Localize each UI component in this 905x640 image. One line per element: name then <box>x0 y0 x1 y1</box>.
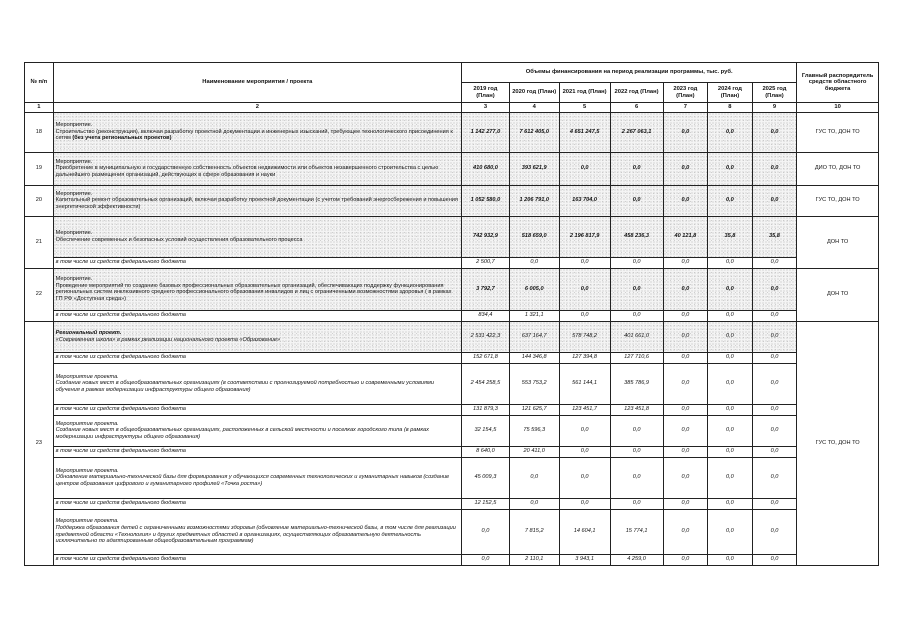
year-header: 2020 год (План) <box>509 83 559 103</box>
value-cell: 7 612 405,0 <box>509 112 559 152</box>
row-title: Мероприятие проекта. <box>55 467 119 474</box>
value-cell: 3 943,1 <box>559 554 610 565</box>
row-number: 21 <box>25 216 54 268</box>
value-cell: 1 052 580,0 <box>462 185 510 216</box>
row-description <box>53 112 461 152</box>
value-cell: 0,0 <box>663 257 708 268</box>
row-description <box>53 185 461 216</box>
value-cell: 0,0 <box>708 112 753 152</box>
value-cell: 0,0 <box>752 310 797 321</box>
year-header: 2025 год (План) <box>752 83 797 103</box>
value-cell: 40 121,8 <box>663 216 708 257</box>
value-cell: 0,0 <box>752 404 797 415</box>
row-title: Мероприятие. <box>55 230 93 236</box>
value-cell: 0,0 <box>752 554 797 565</box>
value-cell: 0,0 <box>663 509 708 554</box>
value-cell: 0,0 <box>610 257 663 268</box>
column-index: 6 <box>610 103 663 113</box>
table-row-23-sub4 <box>25 509 879 554</box>
row-title: Мероприятие проекта. <box>55 420 119 427</box>
value-cell: 0,0 <box>708 352 753 363</box>
row-title: Мероприятие. <box>55 275 93 282</box>
table-row-23-sub3 <box>25 457 879 498</box>
value-cell: 0,0 <box>752 185 797 216</box>
table-row-23-sub1 <box>25 363 879 404</box>
column-index: 1 <box>25 103 54 113</box>
value-cell: 637 164,7 <box>509 321 559 352</box>
column-index: 9 <box>752 103 797 113</box>
value-cell: 0,0 <box>708 310 753 321</box>
value-cell: 20 411,0 <box>509 446 559 457</box>
column-index: 4 <box>509 103 559 113</box>
column-index: 8 <box>708 103 753 113</box>
value-cell: 0,0 <box>559 257 610 268</box>
value-cell: 1 321,1 <box>509 310 559 321</box>
row-text: Создание новых мест в общеобразовательных организациях, расположенных в сельской местности и поселках городского типа (в рамках модернизации инфраструктуры общего образования) <box>55 427 429 440</box>
value-cell: 0,0 <box>752 363 797 404</box>
value-cell: 0,0 <box>708 257 753 268</box>
federal-label: в том числе из средств федерального бюджета <box>53 352 461 363</box>
value-cell: 0,0 <box>509 498 559 509</box>
value-cell: 458 236,3 <box>610 216 663 257</box>
value-cell: 0,0 <box>708 509 753 554</box>
value-cell: 0,0 <box>663 185 708 216</box>
value-cell: 0,0 <box>708 457 753 498</box>
value-cell: 0,0 <box>663 268 708 310</box>
table-row-23-sub1-federal <box>25 404 879 415</box>
col-name-header: Наименование мероприятия / проекта <box>53 63 461 103</box>
value-cell: 35,8 <box>752 216 797 257</box>
value-cell: 0,0 <box>752 152 797 185</box>
value-cell: 0,0 <box>610 152 663 185</box>
row-text: Поддержка образования детей с ограниченными возможностями здоровья (обновление материально-технической базы, в том числе для реализации предметной области «Технология» и других предметных областей в организациях, осуществляющих образовательную деятельность исключительно по адаптированным общеобразовательным программам) <box>55 525 456 545</box>
value-cell: 0,0 <box>610 310 663 321</box>
row-text: Проведение мероприятий по созданию базовых профессиональных образовательных организаций, обеспечивающих поддержку функционирования региональных систем инклюзивного среднего профессионального образования инвалидов и лиц с ограниченными возможностями здоровья ( в рамках ГП РФ «Доступная среда») <box>55 282 452 302</box>
distributor-header: Главный распорядитель средств областного бюджета <box>797 63 879 103</box>
row-description <box>53 415 461 446</box>
value-cell: 152 671,8 <box>462 352 510 363</box>
table-row-22-federal <box>25 310 879 321</box>
value-cell: 2 267 063,1 <box>610 112 663 152</box>
federal-label: в том числе из средств федерального бюджета <box>53 404 461 415</box>
row-number: 18 <box>25 112 54 152</box>
value-cell: 3 792,7 <box>462 268 510 310</box>
distributor-cell: ДИО ТО, ДОН ТО <box>797 152 879 185</box>
year-header: 2021 год (План) <box>559 83 610 103</box>
value-cell: 131 879,3 <box>462 404 510 415</box>
value-cell: 0,0 <box>752 321 797 352</box>
row-number: 19 <box>25 152 54 185</box>
value-cell: 75 596,3 <box>509 415 559 446</box>
row-description <box>53 363 461 404</box>
value-cell: 8 640,0 <box>462 446 510 457</box>
value-cell: 14 604,1 <box>559 509 610 554</box>
row-title: Мероприятие. <box>55 122 93 129</box>
value-cell: 0,0 <box>752 509 797 554</box>
value-cell: 518 659,0 <box>509 216 559 257</box>
value-cell: 0,0 <box>462 509 510 554</box>
value-cell: 578 748,2 <box>559 321 610 352</box>
table-row-23-project <box>25 321 879 352</box>
value-cell: 0,0 <box>708 185 753 216</box>
column-index: 7 <box>663 103 708 113</box>
federal-label: в том числе из средств федерального бюджета <box>53 446 461 457</box>
row-title: Мероприятие. <box>55 158 93 165</box>
value-cell: 0,0 <box>663 152 708 185</box>
row-bold-note: (без учета региональных проектов) <box>72 135 172 142</box>
value-cell: 0,0 <box>708 554 753 565</box>
table-row-21 <box>25 216 879 257</box>
row-description <box>53 268 461 310</box>
row-text: Создание новых мест в общеобразовательных организациях (в соответствии с прогнозируемой потребностью и современными условиями обучения в рамках модернизации инфраструктуры общего образования) <box>55 380 434 393</box>
value-cell: 2 110,1 <box>509 554 559 565</box>
table-row-22 <box>25 268 879 310</box>
federal-label: в том числе из средств федерального бюджета <box>53 310 461 321</box>
row-title: Региональный проект. <box>55 330 122 336</box>
value-cell: 0,0 <box>663 415 708 446</box>
value-cell: 2 500,7 <box>462 257 510 268</box>
value-cell: 121 625,7 <box>509 404 559 415</box>
row-description <box>53 457 461 498</box>
financing-table <box>24 62 879 566</box>
table-row-18 <box>25 112 879 152</box>
value-cell: 7 815,2 <box>509 509 559 554</box>
row-description <box>53 152 461 185</box>
row-description <box>53 321 461 352</box>
value-cell: 123 451,7 <box>559 404 610 415</box>
value-cell: 0,0 <box>610 268 663 310</box>
year-header: 2019 год (План) <box>462 83 510 103</box>
value-cell: 0,0 <box>663 310 708 321</box>
financing-table-sheet <box>24 62 879 566</box>
value-cell: 0,0 <box>663 321 708 352</box>
row-number: 22 <box>25 268 54 321</box>
value-cell: 0,0 <box>663 554 708 565</box>
row-title: Мероприятие проекта. <box>55 373 119 380</box>
value-cell: 0,0 <box>708 321 753 352</box>
value-cell: 0,0 <box>752 415 797 446</box>
value-cell: 553 753,2 <box>509 363 559 404</box>
value-cell: 834,4 <box>462 310 510 321</box>
row-number: 20 <box>25 185 54 216</box>
value-cell: 0,0 <box>610 498 663 509</box>
value-cell: 0,0 <box>752 457 797 498</box>
value-cell: 0,0 <box>663 498 708 509</box>
value-cell: 0,0 <box>663 446 708 457</box>
value-cell: 0,0 <box>509 257 559 268</box>
value-cell: 0,0 <box>752 257 797 268</box>
row-text: Обеспечение современных и безопасных условий осуществления образовательного процесса <box>55 236 303 243</box>
column-index: 3 <box>462 103 510 113</box>
year-header: 2024 год (План) <box>708 83 753 103</box>
distributor-cell: ДОН ТО <box>797 268 879 321</box>
value-cell: 0,0 <box>708 498 753 509</box>
value-cell: 123 451,8 <box>610 404 663 415</box>
value-cell: 1 142 277,0 <box>462 112 510 152</box>
value-cell: 0,0 <box>559 310 610 321</box>
value-cell: 0,0 <box>610 457 663 498</box>
value-cell: 385 786,9 <box>610 363 663 404</box>
table-row-23-sub2 <box>25 415 879 446</box>
year-header: 2023 год (План) <box>663 83 708 103</box>
value-cell: 12 152,5 <box>462 498 510 509</box>
value-cell: 0,0 <box>559 498 610 509</box>
value-cell: 0,0 <box>559 152 610 185</box>
value-cell: 742 932,9 <box>462 216 510 257</box>
row-number: 23 <box>25 321 54 565</box>
distributor-cell: ГУС ТО, ДОН ТО <box>797 112 879 152</box>
table-row-23-sub4-federal <box>25 554 879 565</box>
value-cell: 144 346,8 <box>509 352 559 363</box>
value-cell: 393 621,9 <box>509 152 559 185</box>
value-cell: 561 144,1 <box>559 363 610 404</box>
value-cell: 0,0 <box>559 446 610 457</box>
header-row-top <box>25 63 879 83</box>
table-row-20 <box>25 185 879 216</box>
table-row-21-federal <box>25 257 879 268</box>
value-cell: 401 661,0 <box>610 321 663 352</box>
value-cell: 4 651 247,5 <box>559 112 610 152</box>
value-cell: 45 009,3 <box>462 457 510 498</box>
row-text: Капитальный ремонт образовательных организаций, включая разработку проектной документации (с учетом требований энергосбережения и повышения энергетической эффективности) <box>55 197 458 210</box>
federal-label: в том числе из средств федерального бюджета <box>53 554 461 565</box>
value-cell: 0,0 <box>708 446 753 457</box>
value-cell: 0,0 <box>752 498 797 509</box>
value-cell: 0,0 <box>663 457 708 498</box>
value-cell: 1 206 791,0 <box>509 185 559 216</box>
value-cell: 0,0 <box>610 185 663 216</box>
financing-header: Объемы финансирования на период реализации программы, тыс. руб. <box>462 63 797 83</box>
value-cell: 0,0 <box>752 352 797 363</box>
federal-label: в том числе из средств федерального бюджета <box>53 257 461 268</box>
row-text: Обновление материально-технической базы для формирования у обучающихся современных технологических и гуманитарных навыков (создание центров образования цифрового и гуманитарного профилей «Точка роста») <box>55 474 450 487</box>
value-cell: 0,0 <box>610 415 663 446</box>
value-cell: 0,0 <box>610 446 663 457</box>
federal-label: в том числе из средств федерального бюджета <box>53 498 461 509</box>
value-cell: 0,0 <box>708 415 753 446</box>
value-cell: 0,0 <box>752 446 797 457</box>
index-row <box>25 103 879 113</box>
value-cell: 32 154,5 <box>462 415 510 446</box>
row-text: «Современная школа» в рамках реализации национального проекта «Образование» <box>55 336 281 343</box>
year-header: 2022 год (План) <box>610 83 663 103</box>
value-cell: 410 680,0 <box>462 152 510 185</box>
value-cell: 0,0 <box>708 404 753 415</box>
value-cell: 0,0 <box>752 112 797 152</box>
value-cell: 0,0 <box>708 363 753 404</box>
value-cell: 0,0 <box>559 415 610 446</box>
column-index: 2 <box>53 103 461 113</box>
value-cell: 0,0 <box>708 152 753 185</box>
row-title: Мероприятие проекта. <box>55 518 119 525</box>
value-cell: 0,0 <box>559 457 610 498</box>
value-cell: 2 531 422,3 <box>462 321 510 352</box>
value-cell: 15 774,1 <box>610 509 663 554</box>
value-cell: 0,0 <box>509 457 559 498</box>
row-title: Мероприятие. <box>55 190 93 197</box>
value-cell: 0,0 <box>663 112 708 152</box>
value-cell: 0,0 <box>462 554 510 565</box>
value-cell: 0,0 <box>559 268 610 310</box>
table-row-23-project-federal <box>25 352 879 363</box>
value-cell: 0,0 <box>663 352 708 363</box>
value-cell: 6 005,0 <box>509 268 559 310</box>
value-cell: 0,0 <box>752 268 797 310</box>
column-index: 10 <box>797 103 879 113</box>
row-description <box>53 216 461 257</box>
column-index: 5 <box>559 103 610 113</box>
value-cell: 2 196 817,9 <box>559 216 610 257</box>
distributor-cell: ГУС ТО, ДОН ТО <box>797 321 879 565</box>
distributor-cell: ДОН ТО <box>797 216 879 268</box>
value-cell: 127 394,8 <box>559 352 610 363</box>
table-row-23-sub3-federal <box>25 498 879 509</box>
row-description <box>53 509 461 554</box>
value-cell: 163 704,0 <box>559 185 610 216</box>
value-cell: 0,0 <box>663 404 708 415</box>
col-num-header: № п/п <box>25 63 54 103</box>
value-cell: 0,0 <box>708 268 753 310</box>
value-cell: 127 710,6 <box>610 352 663 363</box>
row-text: Приобретение в муниципальную и государственную собственность объектов недвижимости или объектов незавершенного строительства с целью дальнейшего размещения организаций, действующих в сфере образования и науки <box>55 165 439 178</box>
table-row-23-sub2-federal <box>25 446 879 457</box>
distributor-cell: ГУС ТО, ДОН ТО <box>797 185 879 216</box>
value-cell: 0,0 <box>663 363 708 404</box>
value-cell: 35,8 <box>708 216 753 257</box>
table-row-19 <box>25 152 879 185</box>
value-cell: 2 454 258,5 <box>462 363 510 404</box>
value-cell: 4 259,0 <box>610 554 663 565</box>
row-text: Строительство (реконструкция), включая разработку проектной документации и инженерных изысканий, требующее технологического присоединения к сетям <box>55 128 453 142</box>
